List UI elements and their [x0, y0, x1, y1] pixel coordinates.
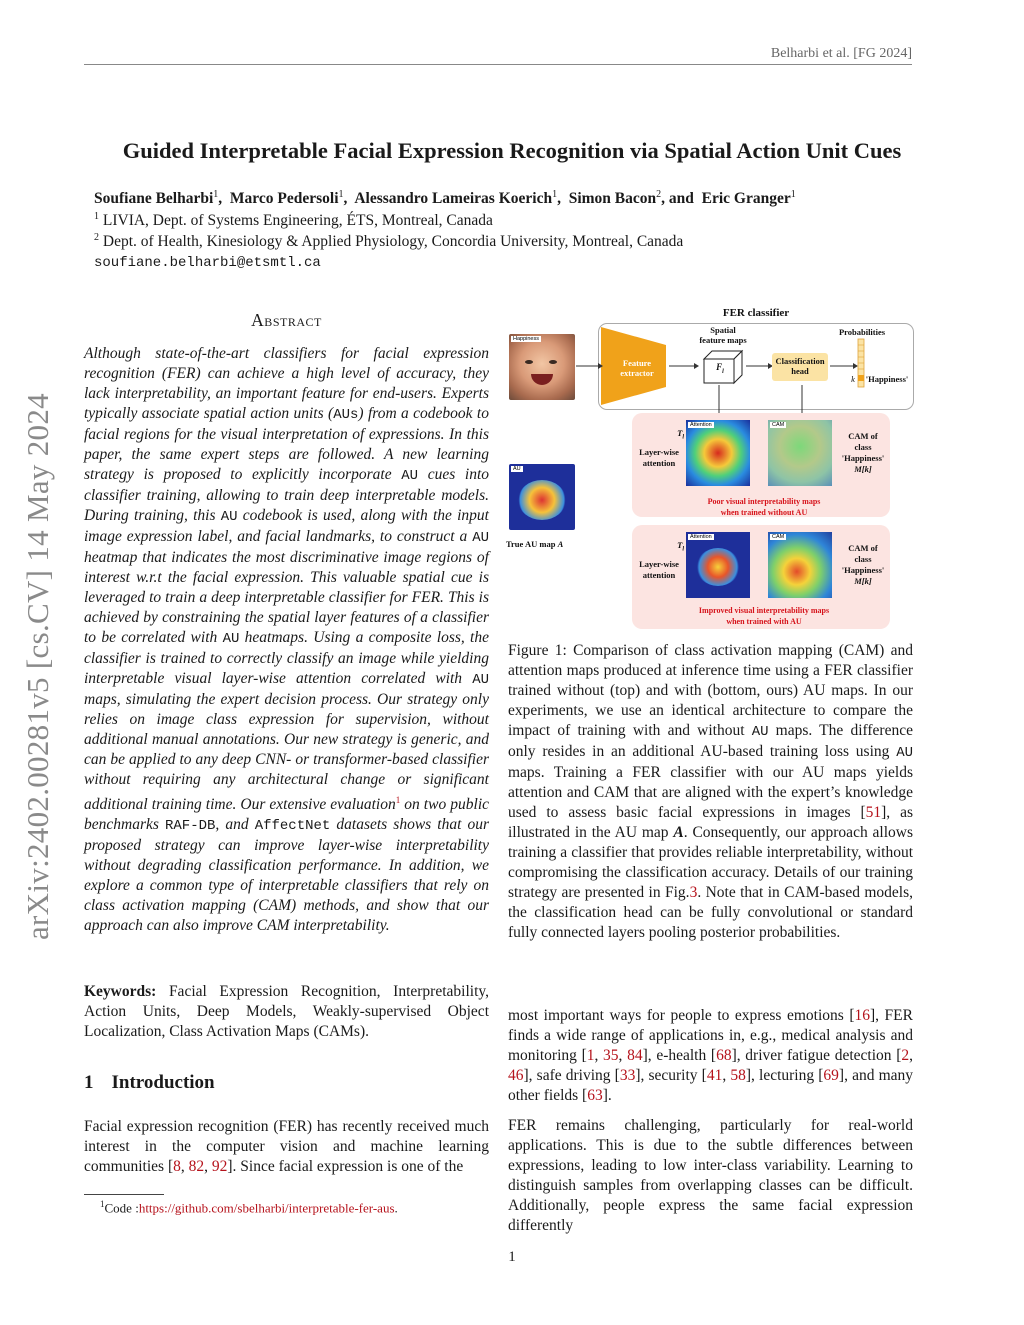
- intro-paragraph: Facial expression recognition (FER) has recently received much interest in the computer vision and machine learning communities [8, 82, 92]. Since facial expression is one of the: [84, 1118, 489, 1175]
- figure-1: [506, 305, 916, 635]
- header-rule: [84, 64, 912, 65]
- cam-of-class-label-2: CAM of class 'Happiness': [841, 543, 885, 575]
- tl-letter: T: [677, 428, 683, 438]
- figure-caption: Figure 1: Comparison of class activation mapping (CAM) and attention maps produced at inference time using a FER classifier trained without (top) and with (bottom, ours) AU maps. In our experiments, we use an identical architecture to compare the impact of training with and without AU maps. The difference only resides in an additional AU-based training loss using AU maps. Training a FER classifier with our AU maps yields attention and CAM that are aligned with the expert’s knowledge used to assess basic facial expressions in images [51], as illustrated in the AU map A. Consequently, our approach allows training a classifier that provides reliable interpretability, without compromising the classification accuracy. Details of our training strategy are presented in Fig.3. Note that in CAM-based models, the classification head can be fully convolutional or standard fully connected layers pooling posterior probabilities.: [508, 642, 914, 941]
- feature-extractor-label: Feature extractor: [620, 358, 654, 378]
- affiliation-sup: 2: [94, 232, 99, 243]
- affiliation-sup: 1: [94, 211, 99, 222]
- classification-head-label: Classification head: [775, 356, 825, 376]
- attention-tag: Attention: [690, 422, 712, 428]
- code-link[interactable]: https://github.com/sbelharbi/interpretable-fer-aus: [138, 1200, 395, 1216]
- mk-symbol: M[k]: [854, 464, 872, 474]
- author-sup: 1: [213, 189, 219, 200]
- section-heading-introduction: [84, 1072, 215, 1094]
- footnote-prefix: Code :: [104, 1200, 139, 1216]
- paper-title: Guided Interpretable Facial Expression Recognition via Spatial Action Unit Cues: [122, 138, 902, 163]
- k-label: k: [851, 374, 855, 384]
- author-sup: 2: [656, 189, 662, 200]
- true-au-symbol: A: [557, 539, 564, 549]
- tl-symbol-2: [636, 540, 688, 553]
- cam-map-without-au: [768, 420, 832, 486]
- true-au-label-text: True AU map: [506, 539, 556, 549]
- probabilities-label: Probabilities: [838, 327, 886, 337]
- fl-sub: l: [722, 368, 724, 375]
- footnote-sup: 1: [100, 1199, 105, 1209]
- author-sup: 1: [790, 189, 796, 200]
- improved-interpretability-label: Improved visual interpretability maps when trained with AU: [698, 606, 830, 626]
- tl-sub: l: [682, 434, 684, 441]
- author-name: Marco Pedersoli: [229, 190, 339, 208]
- happiness-tag: Happiness: [513, 336, 539, 342]
- author-name: Soufiane Belharbi: [94, 190, 214, 208]
- cam-tag: CAM: [772, 534, 785, 540]
- running-header: Belharbi et al. [FG 2024]: [770, 46, 912, 61]
- affiliation-2: [94, 232, 683, 251]
- author-list: Soufiane Belharbi$^1$, Marco Pedersoli$^1$, Alessandro Lameiras Koerich$^1$, Simon Bacon$^2$, and Eric Granger$^1$: [94, 189, 796, 208]
- author-name: Alessandro Lameiras Koerich: [354, 190, 553, 208]
- true-au-map-image: [509, 464, 575, 530]
- fl-letter: F: [716, 362, 723, 372]
- true-au-map-label: [506, 539, 578, 549]
- layer-wise-attention-label: Layer-wise attention: [639, 447, 679, 468]
- section-title: Introduction: [111, 1072, 215, 1093]
- footnote: [100, 1199, 398, 1216]
- affiliation-1: [94, 211, 493, 230]
- figure-classifier-title: FER classifier: [722, 307, 790, 319]
- author-sup: 1: [338, 189, 344, 200]
- attention-tag: Attention: [690, 534, 712, 540]
- cam-tag: CAM: [772, 422, 785, 428]
- right-paragraph-1: most important ways for people to express emotions [16], FER finds a wide range of applications in, e.g., medical analysis and monitoring [1, 35, 84], e-health [68], driver fatigue detection [2, 46], safe driving [33], security [41, 58], lecturing [69], and many other fields [63].: [508, 1007, 914, 1104]
- tl-letter: T: [677, 540, 683, 550]
- affiliation-text: Dept. of Health, Kinesiology & Applied Physiology, Concordia University, Montreal, Canada: [102, 233, 684, 251]
- section-number: 1: [84, 1072, 94, 1093]
- abstract-heading: [84, 310, 489, 331]
- keywords-label: Keywords:: [84, 983, 157, 1000]
- affiliation-text: LIVIA, Dept. of Systems Engineering, ÉTS, Montreal, Canada: [102, 212, 493, 230]
- attention-map-with-au: [686, 532, 750, 598]
- spatial-feature-maps-label: Spatial feature maps: [699, 325, 747, 345]
- cam-map-with-au: [768, 532, 832, 598]
- keywords-text: Facial Expression Recognition, Interpretability, Action Units, Deep Models, Weakly-supervised Object Localization, Class Activation Maps (CAMs).: [84, 983, 489, 1040]
- tl-sub: l: [682, 546, 684, 553]
- author-email[interactable]: soufiane.belharbi@etsmtl.ca: [94, 255, 321, 271]
- abstract-heading-text: Abstract: [251, 310, 322, 330]
- keywords: [84, 982, 489, 1042]
- abstract-body: Although state-of-the-art classifiers for facial expression recognition (FER) can achieve a high level of accuracy, they lack interpretability, an important feature for end-users. Experts typically associate spatial action units (AUs) from a codebook to facial regions for the visual interpretation of expressions. In this paper, the same expert steps are followed. A new learning strategy is proposed to explicitly incorporate AU cues into classifier training, allowing to train deep interpretable models. During training, this AU codebook is used, along with the input image expression label, and facial landmarks, to construct a AU heatmap that indicates the most discriminative image regions of interest w.r.t the facial expression. This valuable spatial cue is leveraged to train a deep interpretable classifier for FER. This is achieved by constraining the spatial layer features of a classifier to be correlated with AU heatmaps. Using a composite loss, the classifier is trained to correctly classify an image while yielding interpretable visual layer-wise attention correlated with AU maps, simulating the expert decision process. Our strategy only relies on image class expression for supervision, without additional manual annotations. Our new strategy is generic, and can be applied to any deep CNN- or transformer-based classifier without requiring any architectural change or significant additional training time. Our extensive evaluation$^1$ on two public benchmarks RAF-DB, and AffectNet datasets shows that our proposed strategy can improve layer-wise interpretability without degrading classification performance. In addition, we explore a common type of interpretable classifiers that rely on class activation mapping (CAM) methods, and show that our approach can also improve CAM interpretability.: [84, 345, 490, 935]
- attention-map-without-au: [686, 420, 750, 486]
- footnote-rule: [84, 1194, 164, 1195]
- author-name: Simon Bacon: [568, 190, 657, 208]
- footnote-suffix: .: [394, 1200, 398, 1216]
- poor-interpretability-label: Poor visual interpretability maps when trained without AU: [707, 497, 821, 517]
- cam-of-class-label: CAM of class 'Happiness': [841, 431, 885, 463]
- mk-symbol-2: M[k]: [854, 576, 872, 586]
- layer-wise-attention-label-2: Layer-wise attention: [639, 559, 679, 580]
- happiness-quote: 'Happiness': [865, 374, 909, 384]
- arxiv-stamp: arXiv:2402.00281v5 [cs.CV] 14 May 2024: [20, 393, 55, 940]
- au-tag: AU: [513, 466, 521, 472]
- page-number: 1: [508, 1249, 516, 1265]
- right-paragraph-2: FER remains challenging, particularly for real-world applications. This is due to the subtle differences between expressions, leading to low inter-class variability. Learning to distinguish samples from overlapping classes can be difficult. Additionally, people express the same facial expression differently: [508, 1117, 913, 1234]
- author-sup: 1: [552, 189, 558, 200]
- tl-symbol: [636, 428, 688, 441]
- author-name: Eric Granger: [701, 190, 791, 208]
- fl-symbol: [713, 362, 727, 375]
